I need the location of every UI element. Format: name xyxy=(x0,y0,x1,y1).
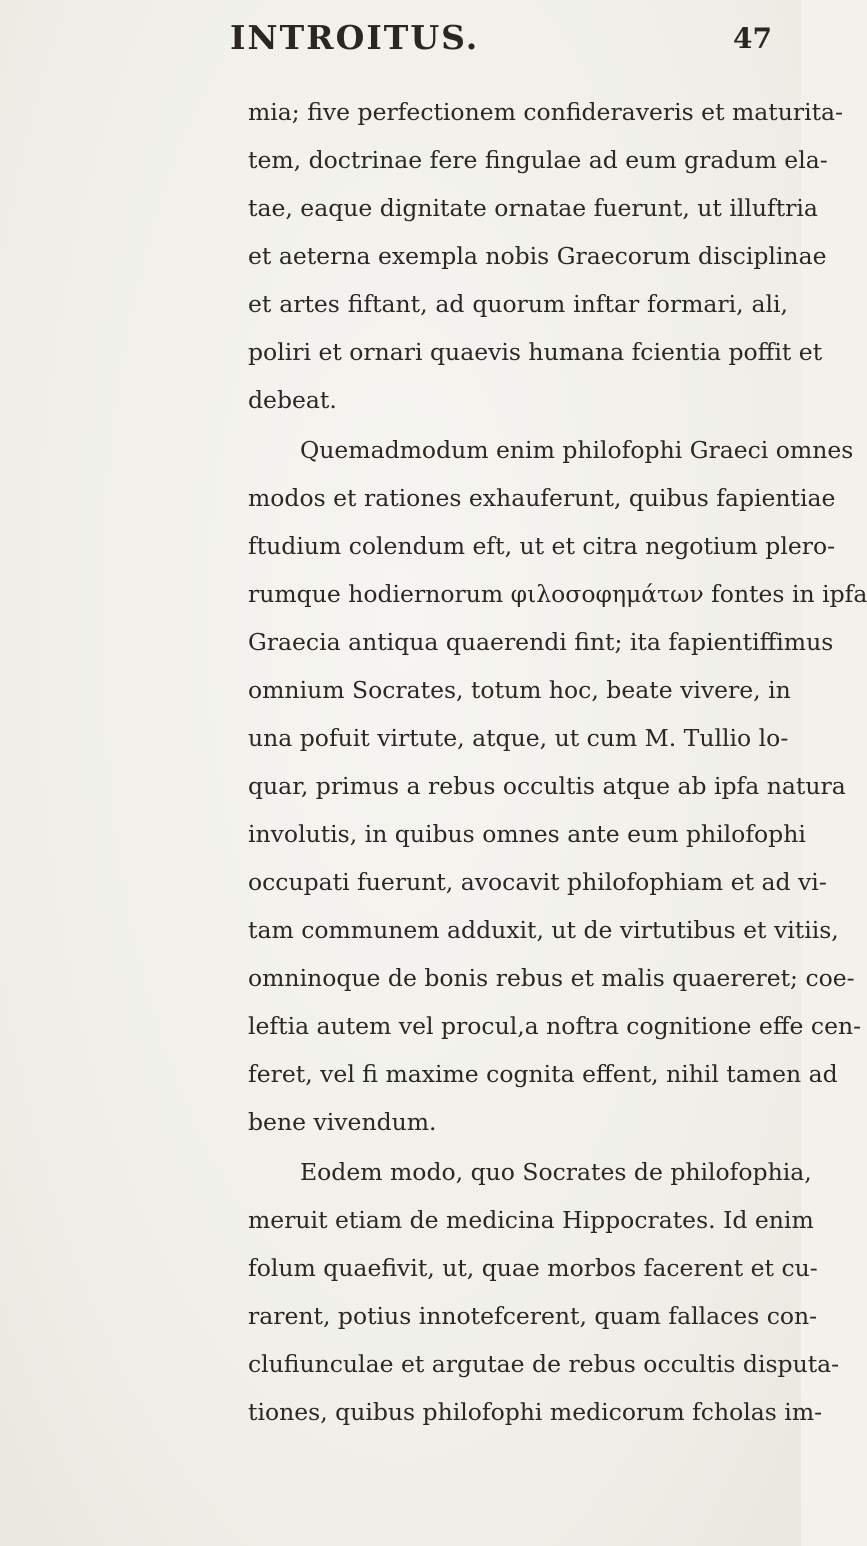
text-line: folum quaefivit, ut, quae morbos facerent et cu- xyxy=(248,1254,818,1282)
text-line: involutis, in quibus omnes ante eum philofophi xyxy=(248,820,806,848)
text-line: modos et rationes exhauferunt, quibus fapientiae xyxy=(248,484,836,512)
text-line: rarent, potius innotefcerent, quam fallaces con- xyxy=(248,1302,818,1330)
text-line: tem, doctrinae fere fingulae ad eum gradum ela- xyxy=(248,146,828,174)
text-line: Quemadmodum enim philofophi Graeci omnes xyxy=(300,436,854,464)
text-line: bene vivendum. xyxy=(248,1108,437,1136)
text-line: ftudium colendum eft, ut et citra negotium plero- xyxy=(248,532,836,560)
text-line: clufiunculae et argutae de rebus occultis disputa- xyxy=(248,1350,840,1378)
text-line: leftia autem vel procul,a noftra cognitione effe cen- xyxy=(248,1012,862,1040)
text-line: meruit etiam de medicina Hippocrates. Id enim xyxy=(248,1206,814,1234)
text-line: Eodem modo, quo Socrates de philofophia, xyxy=(300,1158,812,1186)
text-line: occupati fuerunt, avocavit philofophiam et ad vi- xyxy=(248,868,827,896)
text-line: et aeterna exempla nobis Graecorum disciplinae xyxy=(248,242,827,270)
page-number: 47 xyxy=(733,22,772,55)
text-line: tae, eaque dignitate ornatae fuerunt, ut illuftria xyxy=(248,194,818,222)
text-line: Graecia antiqua quaerendi fint; ita fapientiffimus xyxy=(248,628,834,656)
text-line: debeat. xyxy=(248,386,337,414)
text-line: tam communem adduxit, ut de virtutibus et vitiis, xyxy=(248,916,839,944)
text-line: feret, vel fi maxime cognita effent, nihil tamen ad xyxy=(248,1060,838,1088)
text-line: omnium Socrates, totum hoc, beate vivere, in xyxy=(248,676,791,704)
text-line: omninoque de bonis rebus et malis quaereret; coe- xyxy=(248,964,855,992)
page-header xyxy=(0,18,801,68)
text-line: rumque hodiernorum φιλοσοφημάτων fontes in ipfa xyxy=(248,580,867,608)
text-line: et artes fiftant, ad quorum inftar formari, ali, xyxy=(248,290,788,318)
text-line: tiones, quibus philofophi medicorum fcholas im- xyxy=(248,1398,823,1426)
text-line: quar, primus a rebus occultis atque ab ipfa natura xyxy=(248,772,846,800)
text-line: una pofuit virtute, atque, ut cum M. Tullio lo- xyxy=(248,724,789,752)
text-line: mia; five perfectionem confideraveris et maturita- xyxy=(248,98,843,126)
running-title: INTROITUS. xyxy=(230,18,480,57)
text-line: poliri et ornari quaevis humana fcientia poffit et xyxy=(248,338,823,366)
